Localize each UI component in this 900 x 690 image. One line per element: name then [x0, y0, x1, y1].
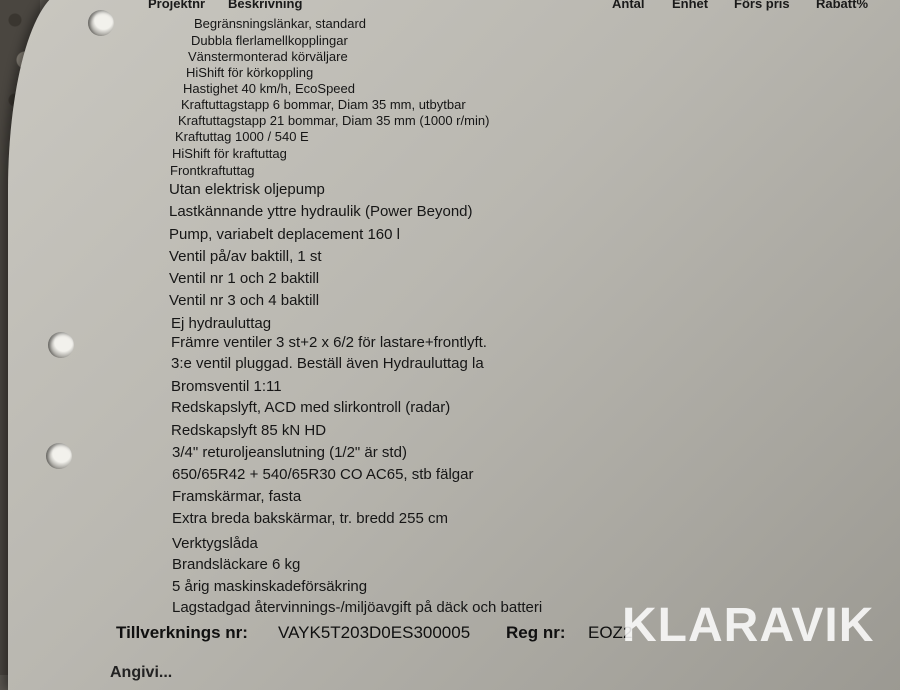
item-line: Främre ventiler 3 st+2 x 6/2 för lastare+frontlyft.: [171, 334, 487, 351]
item-line: 3/4" returoljeanslutning (1/2" är std): [172, 444, 407, 461]
item-line: Kraftuttagstapp 21 bommar, Diam 35 mm (1000 r/min): [178, 113, 490, 128]
item-line: Ventil på/av baktill, 1 st: [169, 248, 322, 265]
item-line: Dubbla flerlamellkopplingar: [191, 33, 348, 48]
item-line: Hastighet 40 km/h, EcoSpeed: [183, 81, 355, 96]
tillverknings-label: Tillverknings nr:: [116, 623, 248, 642]
item-line: Frontkraftuttag: [170, 163, 255, 178]
reg-label: Reg nr:: [506, 623, 566, 642]
item-line: Brandsläckare 6 kg: [172, 556, 301, 573]
header-antal: Antal: [612, 0, 645, 11]
item-line: 650/65R42 + 540/65R30 CO AC65, stb fälgar: [172, 466, 474, 483]
item-line: Kraftuttag 1000 / 540 E: [175, 129, 309, 144]
item-line: Extra breda bakskärmar, tr. bredd 255 cm: [172, 510, 448, 527]
item-line: Redskapslyft, ACD med slirkontroll (radar): [171, 399, 451, 416]
header-rabatt: Rabatt%: [816, 0, 869, 11]
watermark-logo: KLARAVIK: [622, 599, 875, 652]
item-line: Pump, variabelt deplacement 160 l: [169, 226, 400, 243]
reg-value: EOZ2: [588, 623, 633, 642]
item-line: Vänstermonterad körväljare: [188, 49, 348, 64]
item-line: Ventil nr 1 och 2 baktill: [169, 270, 320, 287]
item-line: Begränsningslänkar, standard: [194, 16, 367, 31]
punch-hole: [46, 443, 72, 469]
item-line: Lagstadgad återvinnings-/miljöavgift på däck och batteri: [172, 599, 543, 616]
item-line: HiShift för kraftuttag: [172, 146, 287, 161]
punch-hole: [48, 332, 74, 358]
tillverknings-value: VAYK5T203D0ES300005: [278, 623, 471, 642]
item-line: 5 årig maskinskadeförsäkring: [172, 578, 368, 595]
cut-off-text: Angivi...: [110, 664, 173, 681]
item-line: Utan elektrisk oljepump: [169, 181, 325, 198]
header-fors-pris: Förs pris: [734, 0, 790, 11]
item-line: Verktygslåda: [172, 535, 258, 552]
item-line: Lastkännande yttre hydraulik (Power Beyond): [169, 203, 473, 220]
item-line: Bromsventil 1:11: [171, 378, 282, 395]
punch-hole: [88, 10, 114, 36]
item-line: Ventil nr 3 och 4 baktill: [169, 292, 320, 309]
item-line: Framskärmar, fasta: [172, 488, 302, 505]
header-projektnr: Projektnr: [148, 0, 206, 11]
item-line: HiShift för körkoppling: [186, 65, 314, 80]
header-enhet: Enhet: [672, 0, 709, 11]
header-beskrivning: Beskrivning: [228, 0, 303, 11]
item-line: Kraftuttagstapp 6 bommar, Diam 35 mm, utbytbar: [181, 97, 466, 112]
item-line: Redskapslyft 85 kN HD: [171, 422, 327, 439]
item-line: 3:e ventil pluggad. Beställ även Hydrauluttag la: [171, 355, 484, 372]
item-line: Ej hydrauluttag: [171, 315, 272, 332]
